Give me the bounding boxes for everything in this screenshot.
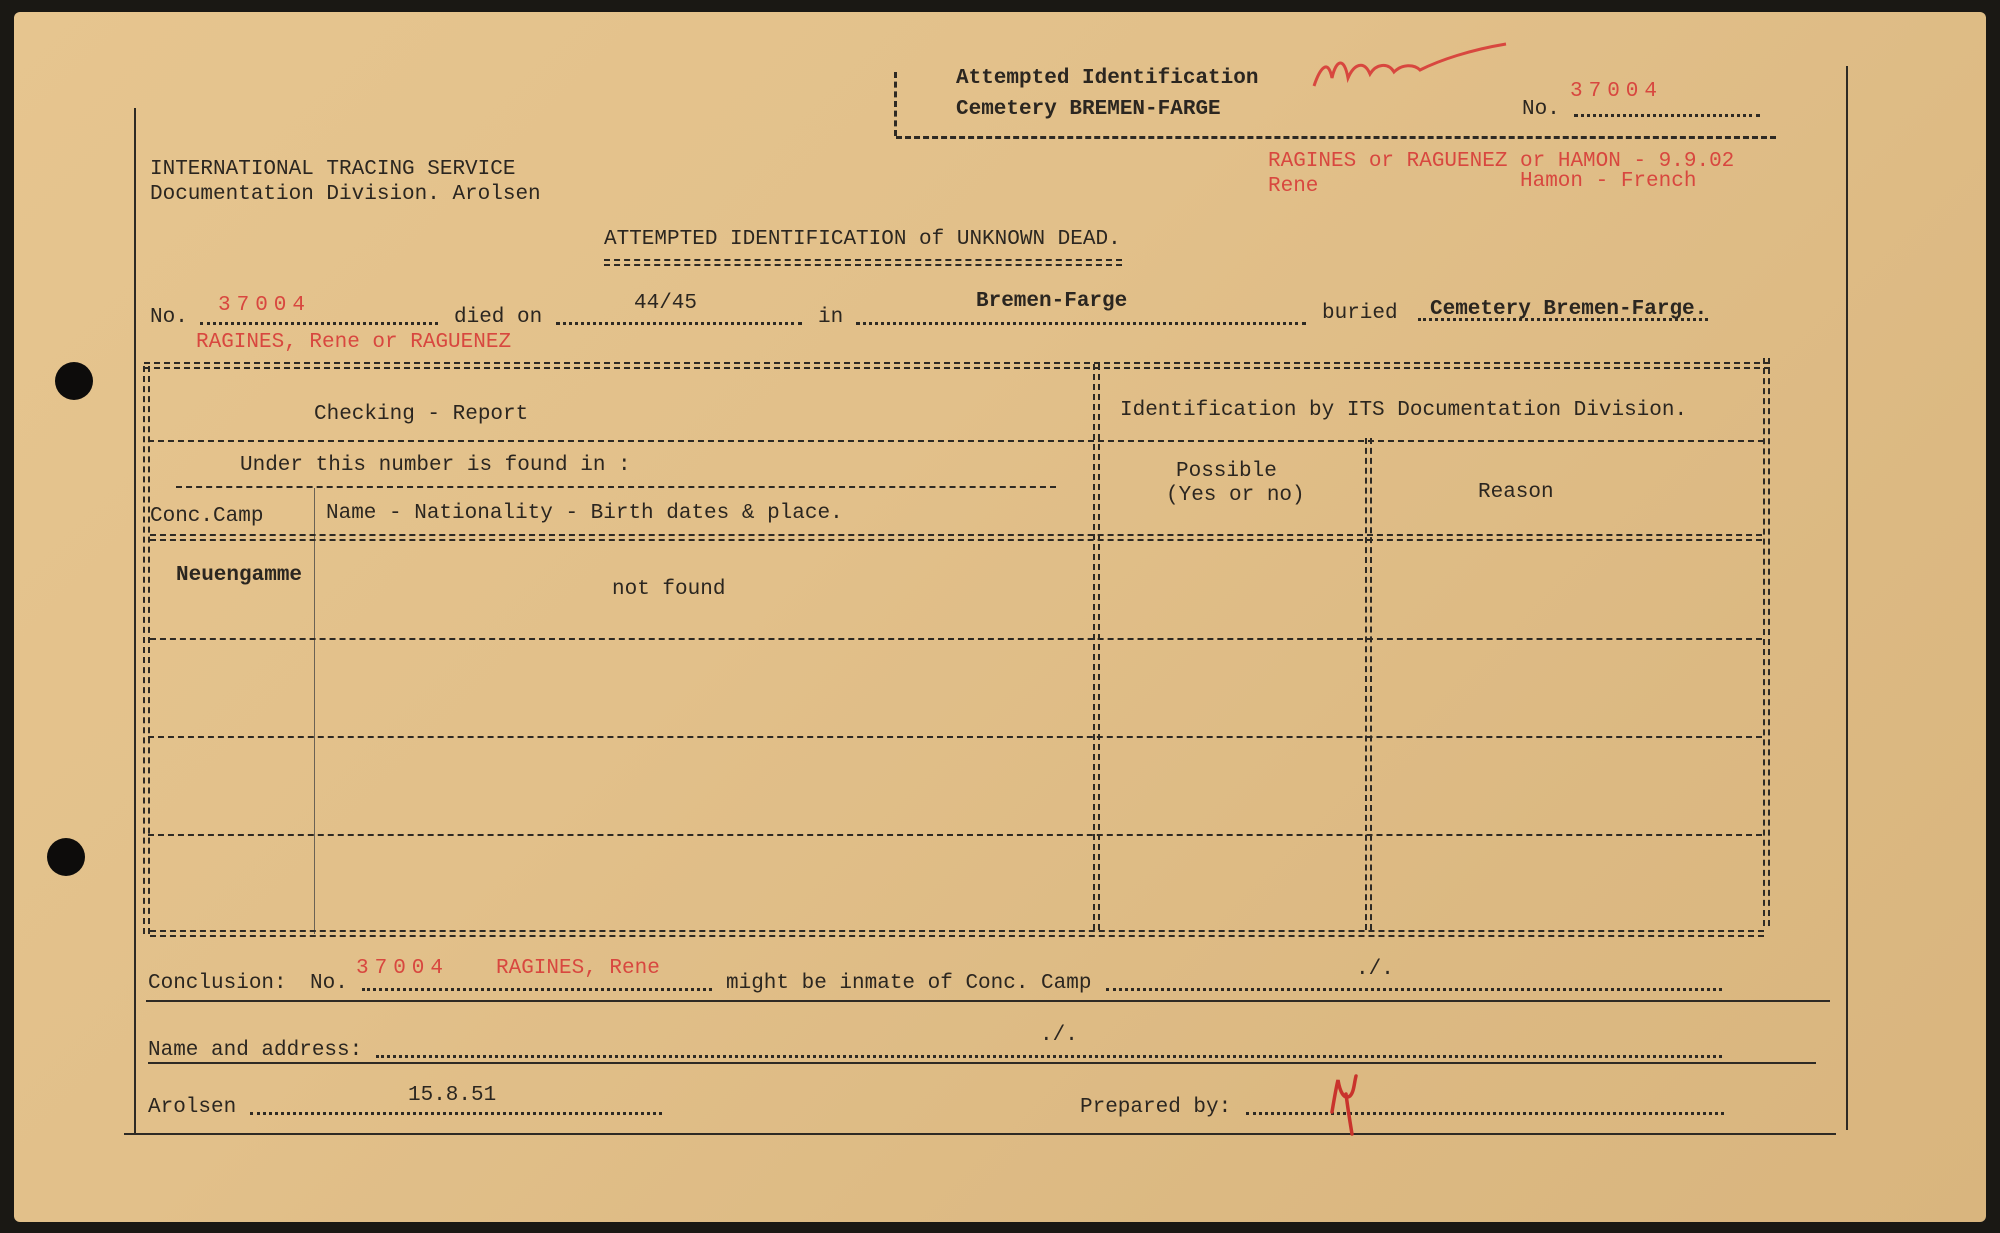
under-number-line: [176, 486, 1056, 488]
row-1-camp: Neuengamme: [176, 564, 303, 587]
buried-value: Cemetery Bremen-Farge.: [1430, 298, 1708, 321]
table-header-line: [148, 440, 1764, 442]
inmate-dots: [1106, 988, 1722, 991]
inmate-value: ./.: [1356, 958, 1394, 981]
record-no-dots: [200, 322, 438, 325]
date-value: 15.8.51: [408, 1084, 497, 1107]
arolsen-label: Arolsen: [148, 1096, 237, 1119]
header-no-dots: [1574, 114, 1760, 117]
in-dots: [856, 322, 1306, 325]
header-no-value: 37004: [1570, 80, 1664, 103]
name-nationality-header: Name - Nationality - Birth dates & place.: [326, 502, 843, 525]
in-value: Bremen-Farge: [976, 290, 1128, 313]
name-address-label: Name and address:: [148, 1039, 363, 1062]
name-address-rule: [148, 1062, 1816, 1064]
stamp-line-2: Cemetery BREMEN-FARGE: [956, 98, 1221, 121]
conclusion-name-value: RAGINES, Rene: [496, 957, 660, 980]
name-address-value: ./.: [1040, 1024, 1078, 1047]
buried-label: buried: [1322, 302, 1398, 325]
table-row-line-3: [148, 834, 1762, 836]
table-column-header-line: [150, 534, 1762, 541]
name-address-dots: [376, 1055, 1722, 1058]
record-red-name: RAGINES, Rene or RAGUENEZ: [196, 331, 512, 354]
record-no-value: 37004: [218, 294, 312, 317]
header-no-label: No.: [1522, 98, 1560, 121]
died-dots: [556, 322, 802, 325]
checking-report-header: Checking - Report: [314, 403, 529, 426]
red-names-line-2-left: Rene: [1268, 175, 1319, 198]
row-1-result: not found: [612, 578, 726, 601]
table-left-border: [143, 366, 150, 934]
died-value: 44/45: [634, 292, 698, 315]
conclusion-no-label: No.: [310, 972, 348, 995]
possible-sublabel: (Yes or no): [1166, 484, 1305, 507]
right-border: [1846, 66, 1848, 1130]
conc-camp-header: Conc.Camp: [150, 505, 264, 528]
in-label: in: [818, 306, 844, 329]
stamp-line-1: Attempted Identification: [956, 67, 1259, 90]
punch-hole-bottom: [47, 838, 85, 876]
table-row-line-1: [150, 638, 1762, 640]
table-camp-divider: [314, 488, 315, 934]
red-handwritten-mark: [1310, 38, 1510, 98]
stamp-box-left: [894, 72, 897, 136]
table-right-border: [1763, 358, 1770, 926]
red-signature: [1324, 1066, 1364, 1136]
table-row-line-2: [148, 736, 1762, 738]
left-border: [134, 108, 136, 1133]
org-division: Documentation Division. Arolsen: [150, 183, 541, 206]
conclusion-no-dots: [362, 988, 712, 991]
arolsen-dots: [250, 1112, 662, 1115]
prepared-by-label: Prepared by:: [1080, 1096, 1232, 1119]
stamp-box-bottom: [896, 136, 1776, 139]
org-name: INTERNATIONAL TRACING SERVICE: [150, 158, 516, 181]
punch-hole-top: [55, 362, 93, 400]
reason-header: Reason: [1478, 481, 1554, 504]
prepared-by-dots: [1246, 1112, 1724, 1115]
identification-header: Identification by ITS Documentation Division.: [1120, 399, 1688, 422]
table-reason-divider: [1365, 438, 1372, 930]
table-middle-divider: [1093, 364, 1100, 930]
under-number-label: Under this number is found in :: [240, 454, 631, 477]
conclusion-no-value: 37004: [356, 957, 450, 980]
red-names-line-2-right: Hamon - French: [1520, 170, 1697, 193]
possible-label: Possible: [1176, 460, 1277, 483]
bottom-border: [124, 1133, 1836, 1135]
died-label: died on: [454, 306, 543, 329]
inmate-label: might be inmate of Conc. Camp: [726, 972, 1092, 995]
record-no-label: No.: [150, 306, 188, 329]
title-underline: [604, 259, 1122, 266]
conclusion-rule: [146, 1000, 1830, 1002]
form-title: ATTEMPTED IDENTIFICATION of UNKNOWN DEAD.: [604, 228, 1121, 251]
red-names-line-1: RAGINES or RAGUENEZ or HAMON - 9.9.02: [1268, 150, 1735, 173]
table-bottom-border: [150, 930, 1764, 937]
conclusion-label: Conclusion:: [148, 972, 287, 995]
table-top-border: [144, 362, 1770, 369]
